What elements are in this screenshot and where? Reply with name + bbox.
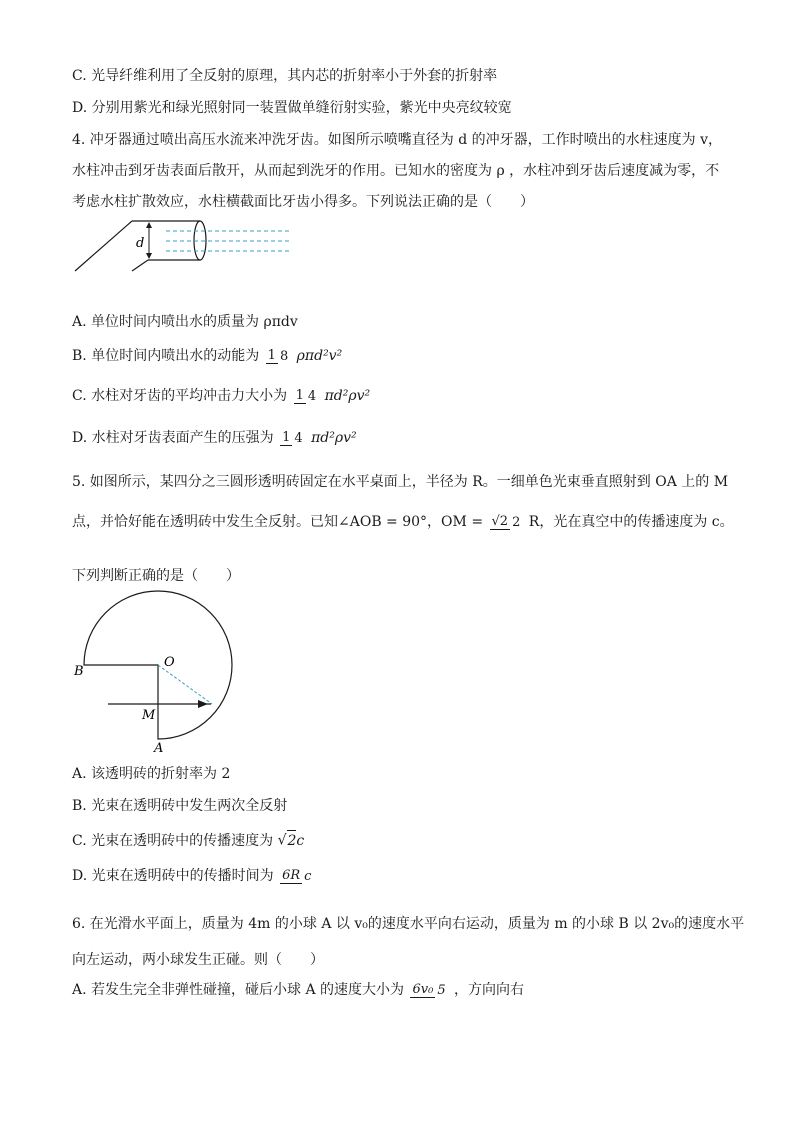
q5-option-d: D. 光束在透明砖中的传播时间为 6R c (72, 868, 312, 884)
label-O: O (164, 655, 175, 670)
q4-stem-line3: 考虑水柱扩散效应，水柱横截面比牙齿小得多。下列说法正确的是（ ） (72, 194, 534, 210)
q6-stem-line1: 6. 在光滑水平面上，质量为 4m 的小球 A 以 v₀的速度水平向右运动，质量为 m 的小球 B 以 2v₀的速度水平 (72, 916, 745, 932)
q5-option-c: C. 光束在透明砖中的传播速度为 √2c (72, 830, 304, 851)
q4-option-c: C. 水柱对牙齿的平均冲击力大小为 1 4 πd²ρv² (72, 388, 371, 404)
q6-option-a: A. 若发生完全非弹性碰撞，碰后小球 A 的速度大小为 6v₀ 5 ，方向向右 (72, 982, 525, 998)
flosser-label-d: d (136, 236, 145, 251)
q5-stem-line2: 点，并恰好能在透明砖中发生全反射。已知∠AOB = 90°，OM = √2 2 R，光在真空中的传播速度为 c。 (72, 514, 734, 530)
label-M: M (142, 708, 156, 723)
q5-stem-line3: 下列判断正确的是（ ） (72, 568, 240, 584)
flosser-figure (70, 218, 300, 276)
q3-option-d: D. 分别用紫光和绿光照射同一装置做单缝衍射实验，紫光中央亮纹较宽 (72, 100, 512, 116)
q5-stem-line1: 5. 如图所示，某四分之三圆形透明砖固定在水平桌面上，半径为 R。一细单色光束垂直照射到 OA 上的 M (72, 474, 729, 490)
label-B: B (74, 664, 84, 679)
q4-option-d: D. 水柱对牙齿表面产生的压强为 1 4 πd²ρv² (72, 430, 357, 446)
three-quarter-circle-figure (68, 588, 248, 758)
q4-stem-line2: 水柱冲击到牙齿表面后散开，从而起到洗牙的作用。已知水的密度为 ρ ，水柱冲到牙齿后速度减为零，不 (72, 163, 720, 179)
q5-option-a: A. 该透明砖的折射率为 2 (72, 766, 231, 782)
q3-option-c: C. 光导纤维利用了全反射的原理，其内芯的折射率小于外套的折射率 (72, 68, 498, 84)
label-A: A (154, 741, 164, 756)
q6-stem-line2: 向左运动，两小球发生正碰。则（ ） (72, 952, 324, 968)
q5-option-b: B. 光束在透明砖中发生两次全反射 (72, 798, 288, 814)
q4-option-a: A. 单位时间内喷出水的质量为 ρπdv (72, 314, 298, 330)
q4-option-b: B. 单位时间内喷出水的动能为 1 8 ρπd²v² (72, 348, 343, 364)
q4-stem-line1: 4. 冲牙器通过喷出高压水流来冲洗牙齿。如图所示喷嘴直径为 d 的冲牙器，工作时喷出的水柱速度为 v， (72, 132, 723, 148)
